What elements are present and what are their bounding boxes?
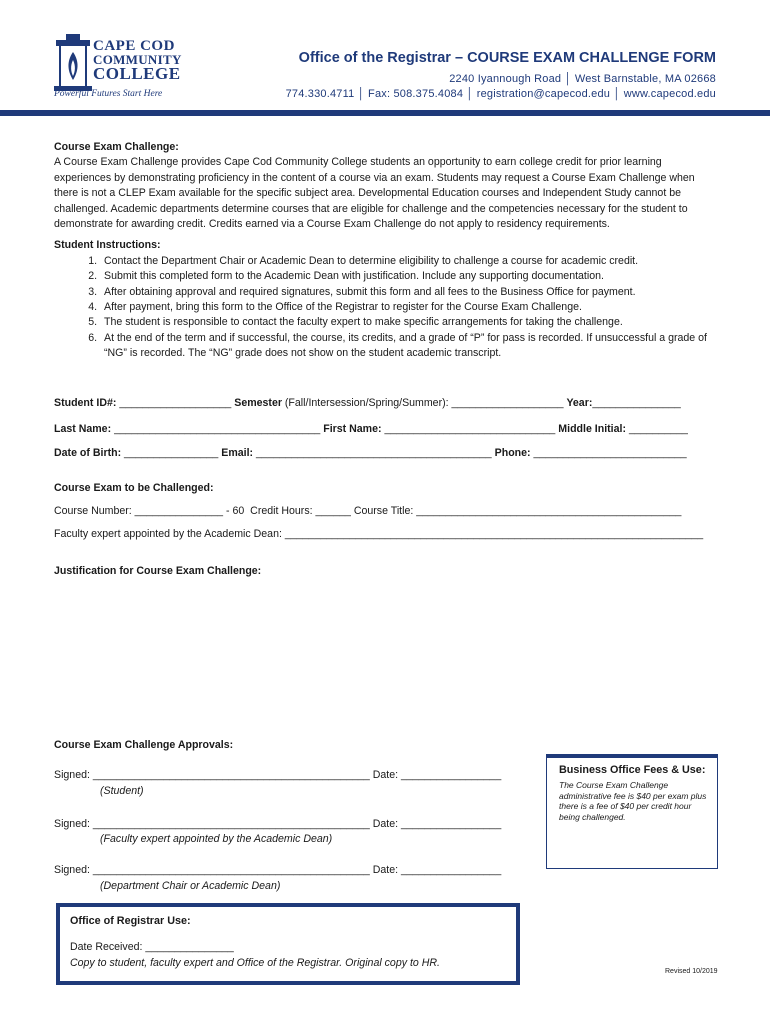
- phone-label: Phone:: [494, 447, 531, 459]
- list-item: 1. Contact the Department Chair or Academic Dean to determine eligibility to challenge a course for academic credit.: [100, 254, 714, 269]
- copy-distribution-text: Copy to student, faculty expert and Office of the Registrar. Original copy to HR.: [70, 957, 440, 969]
- name-row: [54, 423, 688, 435]
- instructions-heading: Student Instructions:: [54, 239, 161, 252]
- registrar-use-title: Office of Registrar Use:: [70, 915, 191, 927]
- first-name-label: First Name:: [323, 423, 382, 435]
- date-received-label: Date Received:: [70, 941, 143, 953]
- signature-row-faculty: [54, 818, 501, 830]
- date-field[interactable]: _________________: [401, 818, 502, 830]
- phone-field[interactable]: __________________________: [533, 447, 687, 459]
- role-chair: (Department Chair or Academic Dean): [100, 880, 281, 892]
- wordmark-line-3: COLLEGE: [93, 64, 181, 83]
- credit-hours-field[interactable]: ______: [315, 505, 351, 517]
- student-id-row: [54, 397, 681, 409]
- list-item: 6. At the end of the term and if successful, the course, its credits, and a grade of “P” for pass is recorded. If unsuccessful a grade of “NG” is recorded. The “NG” grade does not show on the student academic transcript.: [100, 331, 714, 362]
- dob-label: Date of Birth:: [54, 447, 122, 459]
- business-office-title: Business Office Fees & Use:: [559, 764, 706, 776]
- year-label: Year:: [566, 397, 593, 409]
- header-divider: [0, 110, 770, 116]
- student-id-field[interactable]: ___________________: [119, 397, 232, 409]
- first-name-field[interactable]: _____________________________: [384, 423, 556, 435]
- signed-label: Signed:: [54, 818, 90, 830]
- email-label: Email:: [221, 447, 254, 459]
- list-item: 3. After obtaining approval and required signatures, submit this form and all fees to the Business Office for payment.: [100, 285, 714, 300]
- form-intro: [54, 140, 714, 362]
- dob-field[interactable]: ________________: [124, 447, 219, 459]
- semester-label: Semester: [234, 397, 282, 409]
- registrar-use-box: [56, 903, 520, 985]
- date-received-field[interactable]: _______________: [145, 941, 234, 953]
- last-name-field[interactable]: ___________________________________: [114, 423, 321, 435]
- college-wordmark: [93, 40, 182, 82]
- intro-heading: Course Exam Challenge:: [54, 141, 179, 153]
- page-header: [0, 0, 770, 118]
- business-office-box: [546, 754, 718, 869]
- course-row: [54, 505, 681, 517]
- student-id-label: Student ID#:: [54, 397, 117, 409]
- wordmark-line-2: COMMUNITY: [93, 52, 182, 67]
- middle-initial-label: Middle Initial:: [558, 423, 626, 435]
- middle-initial-field[interactable]: __________: [628, 423, 688, 435]
- signature-field[interactable]: _______________________________________________: [92, 818, 370, 830]
- course-title-label: Course Title:: [353, 505, 414, 517]
- faculty-expert-field[interactable]: _______________________________________________________________________: [284, 528, 704, 540]
- signature-field[interactable]: _______________________________________________: [92, 864, 370, 876]
- course-number-suffix: - 60: [226, 505, 245, 517]
- last-name-label: Last Name:: [54, 423, 112, 435]
- semester-field[interactable]: ___________________: [451, 397, 564, 409]
- date-label: Date:: [372, 818, 399, 830]
- email-field[interactable]: ________________________________________: [256, 447, 492, 459]
- date-field[interactable]: _________________: [401, 864, 502, 876]
- signature-field[interactable]: _______________________________________________: [92, 769, 370, 781]
- semester-hint: (Fall/Intersession/Spring/Summer):: [284, 397, 449, 409]
- list-item: 2. Submit this completed form to the Academic Dean with justification. Include any supporting documentation.: [100, 269, 714, 284]
- justification-area[interactable]: [54, 582, 714, 732]
- office-contact: 774.330.4711 │ Fax: 508.375.4084 │ registration@capecod.edu │ www.capecod.edu: [285, 88, 716, 100]
- year-field[interactable]: _______________: [592, 397, 681, 409]
- list-item: 5. The student is responsible to contact the faculty expert to make specific arrangements for taking the challenge.: [100, 315, 714, 330]
- signature-row-student: [54, 769, 501, 781]
- instructions-list: [54, 254, 714, 362]
- form-title: Office of the Registrar – COURSE EXAM CHALLENGE FORM: [298, 50, 716, 66]
- faculty-expert-label: Faculty expert appointed by the Academic Dean:: [54, 528, 282, 540]
- date-field[interactable]: _________________: [401, 769, 502, 781]
- justification-heading: Justification for Course Exam Challenge:: [54, 565, 262, 577]
- date-label: Date:: [372, 769, 399, 781]
- revision-note: Revised 10/2019: [665, 968, 718, 975]
- date-label: Date:: [372, 864, 399, 876]
- date-received-row: [70, 941, 234, 953]
- course-number-field[interactable]: _______________: [134, 505, 224, 517]
- role-student: (Student): [100, 785, 144, 797]
- intro-text: A Course Exam Challenge provides Cape Cod Community College students an opportunity to earn college credit for prior learning experiences by demonstrating proficiency in the content of a course via an exam. Students may request a Course Exam Challenge when there is not a CLEP Exam available for the specific subject area. Developmental Education courses and Independent Study cannot be challenged. Academic departments determine courses that are eligible for challenge and the competencies necessary for the student to demonstrate for awarding credit. Credits earned via a Course Exam Challenge do not apply to residency requirements.: [54, 156, 695, 231]
- signed-label: Signed:: [54, 864, 90, 876]
- approvals-heading: Course Exam Challenge Approvals:: [54, 739, 234, 751]
- college-tagline: Powerful Futures Start Here: [54, 89, 163, 99]
- role-faculty: (Faculty expert appointed by the Academic Dean): [100, 833, 333, 845]
- office-address: 2240 Iyannough Road │ West Barnstable, MA 02668: [449, 73, 716, 85]
- credit-hours-label: Credit Hours:: [250, 505, 313, 517]
- business-office-text: The Course Exam Challenge administrative fee is $40 per exam plus there is a fee of $40 per credit hour being challenged.: [559, 780, 707, 822]
- course-number-label: Course Number:: [54, 505, 132, 517]
- signed-label: Signed:: [54, 769, 90, 781]
- list-item: 4. After payment, bring this form to the Office of the Registrar to register for the Course Exam Challenge.: [100, 300, 714, 315]
- faculty-row: [54, 528, 703, 540]
- contact-row: [54, 447, 687, 459]
- signature-row-chair: [54, 864, 501, 876]
- course-heading: Course Exam to be Challenged:: [54, 482, 214, 494]
- wordmark-line-1: CAPE COD: [93, 38, 175, 54]
- course-title-field[interactable]: _____________________________________________: [416, 505, 682, 517]
